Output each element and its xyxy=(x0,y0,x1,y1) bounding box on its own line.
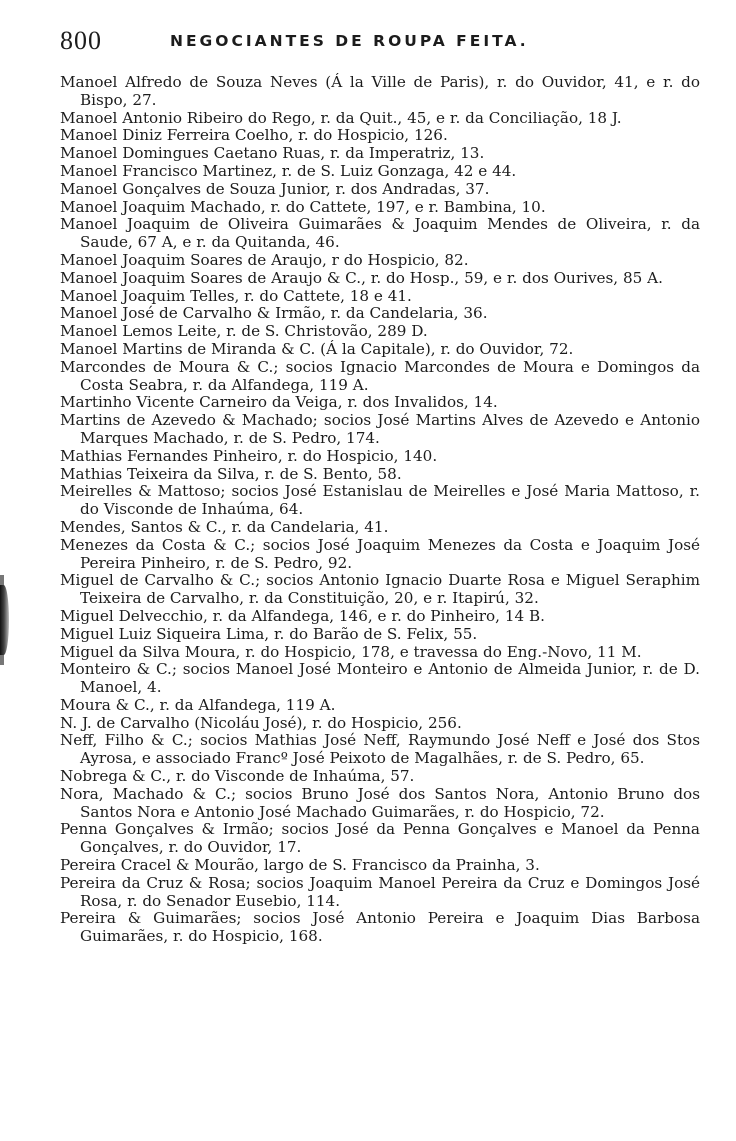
merchant-entry: Manoel Joaquim Telles, r. do Cattete, 18 e 41. xyxy=(60,286,412,305)
merchant-entry: Nobrega & C., r. do Visconde de Inhaúma, 57. xyxy=(60,767,415,786)
running-title: NEGOCIANTES DE ROUPA FEITA. xyxy=(170,32,529,50)
merchant-entry: Manoel Joaquim Soares de Araujo, r do Hospicio, 82. xyxy=(60,250,469,269)
merchant-list xyxy=(60,74,700,946)
merchant-entry: Manoel José de Carvalho & Irmão, r. da Candelaria, 36. xyxy=(60,304,488,323)
merchant-entry: Miguel Luiz Siqueira Lima, r. do Barão de S. Felix, 55. xyxy=(60,624,478,643)
merchant-entry: Pereira & Guimarães; socios José Antonio Pereira e Joaquim Dias Barbosa Guimarães, r. do Hospicio, 168. xyxy=(60,909,700,946)
merchant-entry: Manoel Joaquim de Oliveira Guimarães & Joaquim Mendes de Oliveira, r. da Saude, 67 A, e r. da Quitanda, 46. xyxy=(60,215,700,252)
merchant-entry: Manoel Joaquim Soares de Araujo & C., r. do Hosp., 59, e r. dos Ourives, 85 A. xyxy=(60,268,663,287)
merchant-entry: Manoel Alfredo de Souza Neves (Á la Ville de Paris), r. do Ouvidor, 41, e r. do Bispo, 27. xyxy=(60,73,700,109)
page-header xyxy=(60,22,696,62)
merchant-entry: Martins de Azevedo & Machado; socios José Martins Alves de Azevedo e Antonio Marques Machado, r. de S. Pedro, 174. xyxy=(60,411,700,447)
merchant-entry: Miguel da Silva Moura, r. do Hospicio, 178, e travessa do Eng.-Novo, 11 M. xyxy=(60,642,642,661)
merchant-entry: Miguel de Carvalho & C.; socios Antonio Ignacio Duarte Rosa e Miguel Seraphim Teixeira de Carvalho, r. da Constituição, 20, e r. Itapirú, 32. xyxy=(60,571,700,608)
merchant-entry: Penna Gonçalves & Irmão; socios José da Penna Gonçalves e Manoel da Penna Gonçalves, r. do Ouvidor, 17. xyxy=(60,820,700,857)
merchant-entry: Pereira Cracel & Mourão, largo de S. Francisco da Prainha, 3. xyxy=(60,856,540,875)
merchant-entry: Manoel Domingues Caetano Ruas, r. da Imperatriz, 13. xyxy=(60,144,485,163)
merchant-entry: Manoel Gonçalves de Souza Junior, r. dos Andradas, 37. xyxy=(60,179,490,198)
merchant-entry: Monteiro & C.; socios Manoel José Monteiro e Antonio de Almeida Junior, r. de D. Manoel, 4. xyxy=(60,660,700,697)
merchant-entry: Miguel Delvecchio, r. da Alfandega, 146, e r. do Pinheiro, 14 B. xyxy=(60,606,545,625)
merchant-entry: Manoel Joaquim Machado, r. do Cattete, 197, e r. Bambina, 10. xyxy=(60,197,546,216)
merchant-entry: Mathias Teixeira da Silva, r. de S. Bento, 58. xyxy=(60,464,402,483)
binding-fold-shadow xyxy=(0,585,9,655)
merchant-entry: N. J. de Carvalho (Nicoláu José), r. do Hospicio, 256. xyxy=(60,713,462,732)
merchant-entry: Manoel Martins de Miranda & C. (Á la Capitale), r. do Ouvidor, 72. xyxy=(60,339,574,358)
merchant-entry: Mathias Fernandes Pinheiro, r. do Hospicio, 140. xyxy=(60,446,438,465)
merchant-entry: Mendes, Santos & C., r. da Candelaria, 41. xyxy=(60,517,389,536)
merchant-entry: Pereira da Cruz & Rosa; socios Joaquim Manoel Pereira da Cruz e Domingos José Rosa, r. do Senador Eusebio, 114. xyxy=(60,873,700,910)
merchant-entry: Manoel Francisco Martinez, r. de S. Luiz Gonzaga, 42 e 44. xyxy=(60,161,517,180)
merchant-entry: Manoel Lemos Leite, r. de S. Christovão, 289 D. xyxy=(60,322,428,341)
page-number: 800 xyxy=(60,26,102,55)
merchant-entry: Neff, Filho & C.; socios Mathias José Neff, Raymundo José Neff e José dos Stos Ayrosa, e associado Francº José Peixoto de Magalhães, r. de S. Pedro, 65. xyxy=(60,731,700,768)
merchant-entry: Menezes da Costa & C.; socios José Joaquim Menezes da Costa e Joaquim José Pereira Pinheiro, r. de S. Pedro, 92. xyxy=(60,535,700,572)
merchant-entry: Marcondes de Moura & C.; socios Ignacio Marcondes de Moura e Domingos da Costa Seabra, r. da Alfandega, 119 A. xyxy=(60,357,700,394)
merchant-entry: Martinho Vicente Carneiro da Veiga, r. dos Invalidos, 14. xyxy=(60,393,498,412)
merchant-entry: Manoel Diniz Ferreira Coelho, r. do Hospicio, 126. xyxy=(60,126,448,145)
merchant-entry: Meirelles & Mattoso; socios José Estanislau de Meirelles e José Maria Mattoso, r. do Visconde de Inhaúma, 64. xyxy=(60,482,700,519)
merchant-entry: Moura & C., r. da Alfandega, 119 A. xyxy=(60,695,336,714)
merchant-entry: Manoel Antonio Ribeiro do Rego, r. da Quit., 45, e r. da Conciliação, 18 J. xyxy=(60,108,622,127)
merchant-entry: Nora, Machado & C.; socios Bruno José dos Santos Nora, Antonio Bruno dos Santos Nora e Antonio José Machado Guimarães, r. do Hospicio, 72. xyxy=(60,784,700,821)
